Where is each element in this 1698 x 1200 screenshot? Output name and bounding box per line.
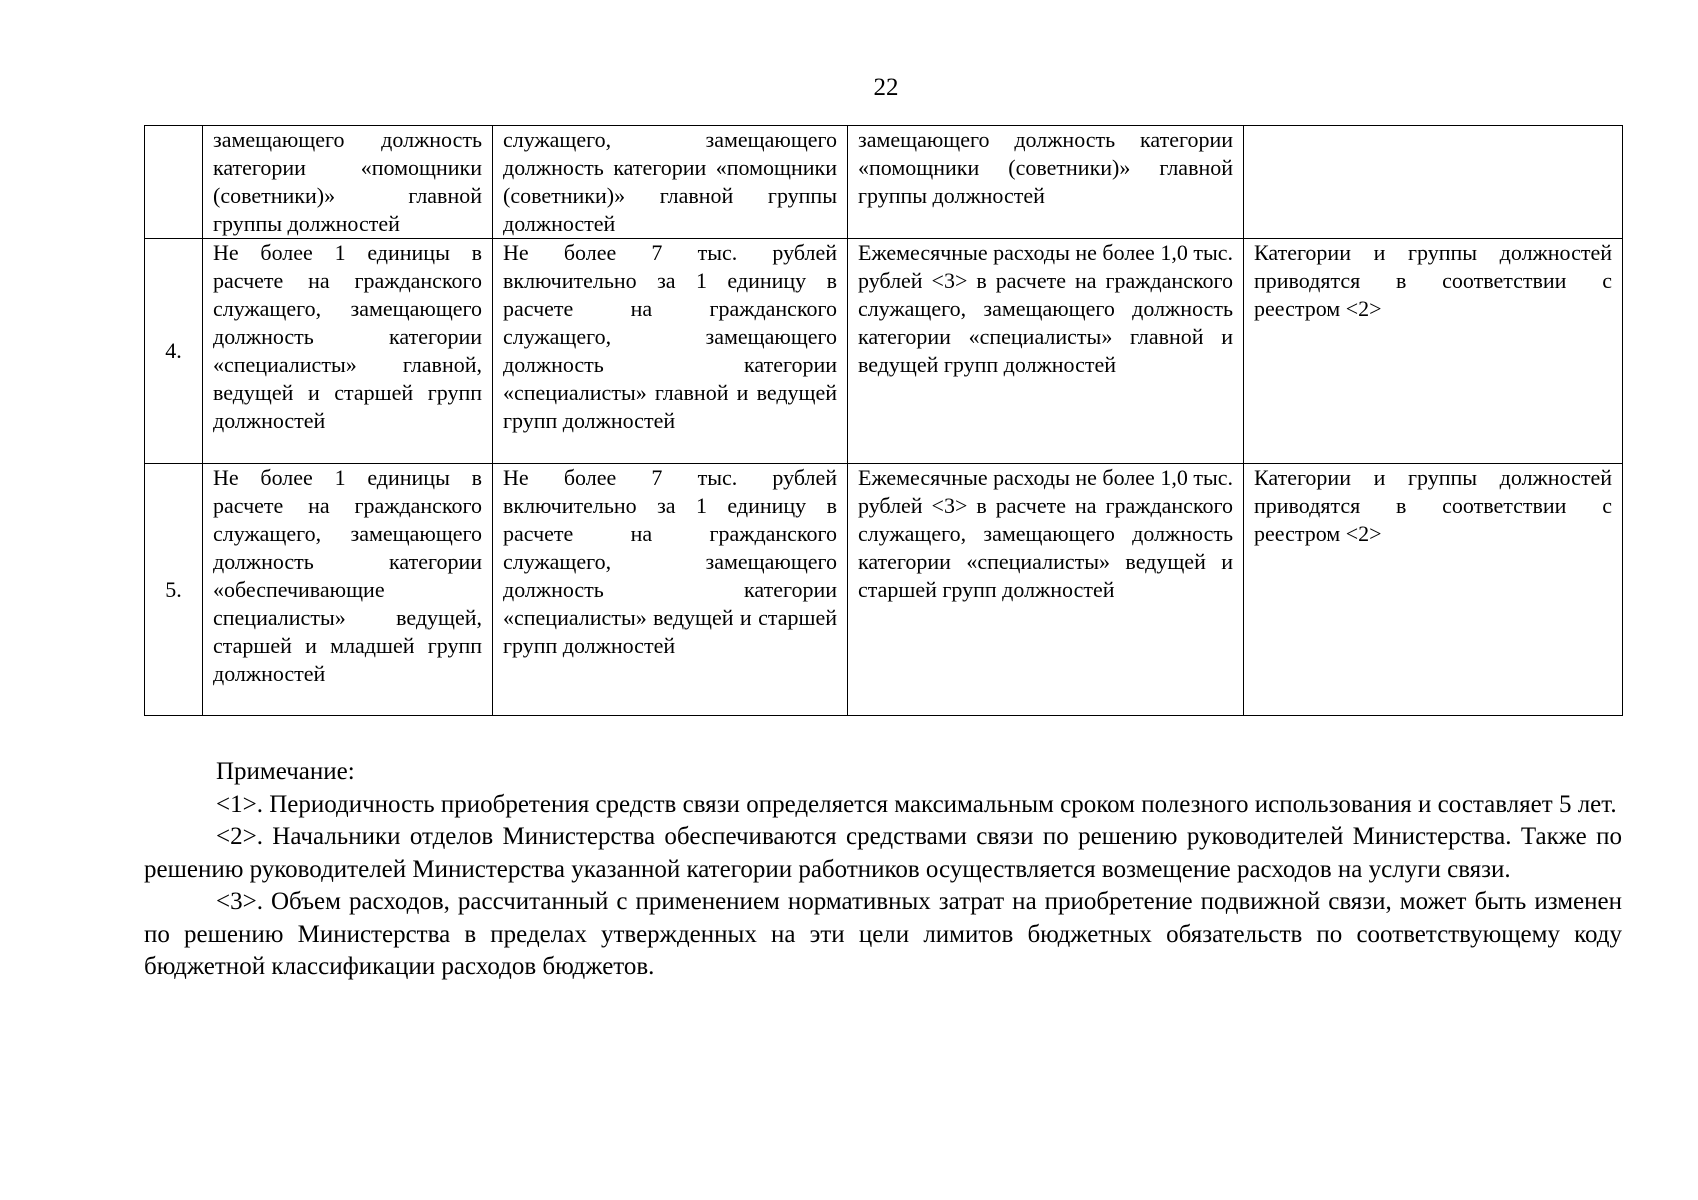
note-cell: Категории и группы должностей приводятся в соответствии с реестром <2> xyxy=(1244,464,1623,716)
row-number-cell: 4. xyxy=(145,239,203,464)
table-row xyxy=(145,126,1623,239)
quantity-cell: Не более 1 единицы в расчете на гражданского служащего, замещающего должность категории «специалисты» главной, ведущей и старшей групп должностей xyxy=(203,239,493,464)
notes-section xyxy=(144,756,1622,984)
expense-cell: замещающего должность категории «помощники (советники)» главной группы должностей xyxy=(848,126,1244,239)
note-cell: Категории и группы должностей приводятся в соответствии с реестром <2> xyxy=(1244,239,1623,464)
norms-table-container xyxy=(144,125,1622,716)
expense-cell: Ежемесячные расходы не более 1,0 тыс. рублей <3> в расчете на гражданского служащего, замещающего должность категории «специалисты» ведущей и старшей групп должностей xyxy=(848,464,1244,716)
notes-title: Примечание: xyxy=(216,758,355,785)
row-number-cell xyxy=(145,126,203,239)
expense-cell: Ежемесячные расходы не более 1,0 тыс. рублей <3> в расчете на гражданского служащего, замещающего должность категории «специалисты» главной и ведущей групп должностей xyxy=(848,239,1244,464)
norms-table xyxy=(144,125,1623,716)
note-cell xyxy=(1244,126,1623,239)
price-cell: Не более 7 тыс. рублей включительно за 1 единицу в расчете на гражданского служащего, замещающего должность категории «специалисты» ведущей и старшей групп должностей xyxy=(493,464,848,716)
note-item: <3>. Объем расходов, рассчитанный с применением нормативных затрат на приобретение подвижной связи, может быть изменен по решению Министерства в пределах утвержденных на эти цели лимитов бюджетных обязательств по соответствующему коду бюджетной классификации расходов бюджетов. xyxy=(144,888,1622,980)
quantity-cell: замещающего должность категории «помощники (советники)» главной группы должностей xyxy=(203,126,493,239)
page-number: 22 xyxy=(873,74,899,101)
quantity-cell: Не более 1 единицы в расчете на гражданского служащего, замещающего должность категории «обеспечивающие специалисты» ведущей, старшей и младшей групп должностей xyxy=(203,464,493,716)
table-row xyxy=(145,239,1623,464)
note-item: <1>. Периодичность приобретения средств связи определяется максимальным сроком полезного использования и составляет 5 лет. xyxy=(216,790,1617,818)
price-cell: Не более 7 тыс. рублей включительно за 1 единицу в расчете на гражданского служащего, замещающего должность категории «специалисты» главной и ведущей групп должностей xyxy=(493,239,848,464)
note-item: <2>. Начальники отделов Министерства обеспечиваются средствами связи по решению руководителей Министерства. Также по решению руководителей Министерства указанной категории работников осуществляется возмещение расходов на услуги связи. xyxy=(144,823,1622,883)
price-cell: служащего, замещающего должность категории «помощники (советники)» главной группы должностей xyxy=(493,126,848,239)
row-number-cell: 5. xyxy=(145,464,203,716)
table-row xyxy=(145,464,1623,716)
